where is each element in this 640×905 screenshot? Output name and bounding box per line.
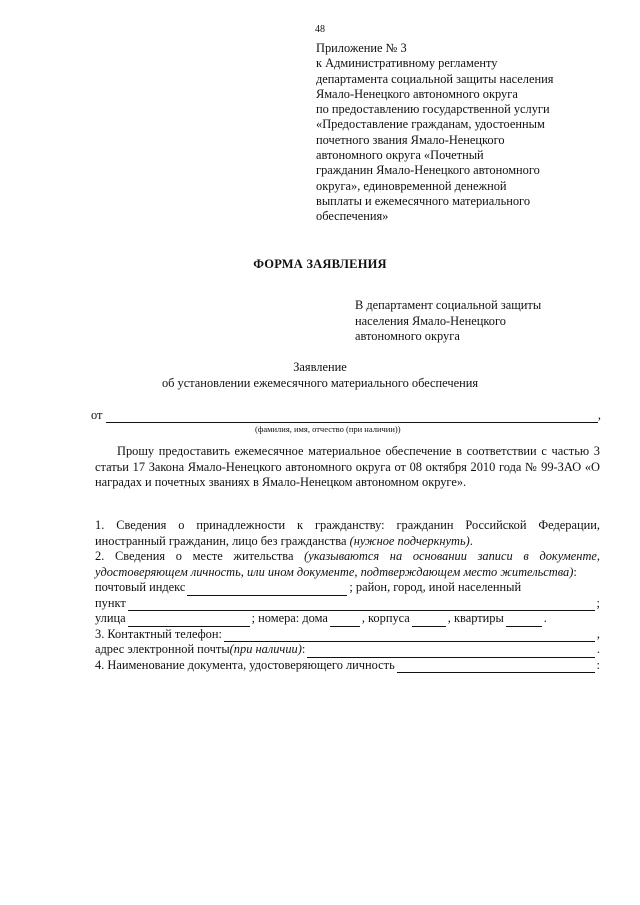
locality-end: ;: [596, 595, 600, 610]
section2-end: :: [573, 564, 577, 579]
apartment-field[interactable]: [506, 615, 542, 627]
appendix-line: обеспечения»: [316, 209, 389, 224]
appendix-line: Ямало-Ненецкого автономного округа: [316, 86, 518, 101]
addressee-line: автономного округа: [355, 329, 460, 343]
street-row: [95, 611, 600, 627]
appendix-line: округа», единовременной денежной: [316, 178, 507, 193]
email-note: (при наличии): [229, 642, 302, 656]
phone-label: 3. Контактный телефон:: [95, 626, 222, 641]
house-field[interactable]: [330, 615, 360, 627]
phone-end: ,: [596, 626, 600, 641]
from-label: от: [91, 408, 103, 422]
appendix-line: почетного звания Ямало-Ненецкого: [316, 132, 505, 147]
section1-note: (нужное подчеркнуть): [349, 533, 470, 548]
postal-code-field[interactable]: [187, 584, 347, 596]
locality-field[interactable]: [128, 599, 595, 611]
applicant-name-field[interactable]: [106, 410, 597, 423]
from-end: ,: [597, 408, 601, 422]
appendix-line: по предоставлению государственной услуги: [316, 102, 550, 117]
id-document-row: [95, 658, 600, 674]
email-label: адрес электронной почты: [95, 642, 230, 656]
street-end: .: [543, 611, 547, 625]
appendix-line: департамента социальной защиты населения: [316, 71, 554, 86]
email-row: [95, 642, 600, 658]
phone-field[interactable]: [224, 630, 595, 642]
locality-row: [95, 596, 600, 612]
page-number: 48: [315, 24, 325, 35]
appendix-line: «Предоставление гражданам, удостоенным: [316, 117, 545, 132]
email-colon: :: [301, 642, 306, 656]
building-label: , корпуса: [361, 611, 410, 625]
id-document-label: 4. Наименование документа, удостоверяющего личность: [95, 657, 395, 672]
postal-row: [95, 580, 600, 596]
form-title: ФОРМА ЗАЯВЛЕНИЯ: [253, 257, 387, 271]
section2-note: (указываются на основании записи в документе, удостоверяющем личность, или ином документе, подтверждающем место жительства): [95, 549, 600, 579]
form-sections: [95, 518, 600, 673]
postal-end: ; район, город, иной населенный: [349, 580, 522, 594]
appendix-line: выплаты и ежемесячного материального: [316, 193, 531, 208]
house-label: ; номера: дома: [251, 611, 328, 625]
phone-row: [95, 627, 600, 643]
appendix-line: гражданин Ямало-Ненецкого автономного: [316, 163, 540, 178]
request-paragraph: Прошу предоставить ежемесячное материальное обеспечение в соответствии с частью 3 статьи 17 Закона Ямало-Ненецкого автономного округа от 08 октября 2010 года № 99-ЗАО «О наградах и почетных званиях в Ямало-Ненецком автономном округе».: [95, 444, 600, 489]
statement-title: Заявление: [293, 360, 347, 374]
id-document-end: :: [596, 657, 600, 672]
from-row: [91, 408, 601, 423]
addressee-block: [355, 298, 625, 345]
from-hint: (фамилия, имя, отчество (при наличии)): [255, 424, 401, 434]
section1-end: .: [469, 533, 473, 548]
email-field[interactable]: [307, 646, 595, 658]
email-end: .: [596, 642, 600, 656]
addressee-line: населения Ямало-Ненецкого: [355, 313, 506, 328]
appendix-line: Приложение № 3: [316, 41, 407, 55]
apartment-label: , квартиры: [447, 611, 504, 625]
section-citizenship: [95, 518, 600, 549]
section-residence: [95, 549, 600, 580]
addressee-line: В департамент социальной защиты: [355, 298, 542, 312]
postal-label: почтовый индекс: [95, 580, 186, 594]
appendix-header: [316, 41, 620, 225]
locality-label: пункт: [95, 595, 126, 610]
street-label: улица: [95, 611, 126, 625]
id-document-field[interactable]: [397, 661, 595, 673]
section1-text: 1. Сведения о принадлежности к гражданству: гражданин Российской Федерации, иностранный гражданин, лицо без гражданства: [95, 518, 600, 548]
section2-text: 2. Сведения о месте жительства: [95, 549, 305, 563]
appendix-line: к Административному регламенту: [316, 56, 498, 71]
street-field[interactable]: [128, 615, 250, 627]
appendix-line: автономного округа «Почетный: [316, 148, 484, 163]
statement-title-block: [0, 360, 640, 391]
building-field[interactable]: [412, 615, 446, 627]
statement-subtitle: об установлении ежемесячного материального обеспечения: [161, 375, 479, 390]
